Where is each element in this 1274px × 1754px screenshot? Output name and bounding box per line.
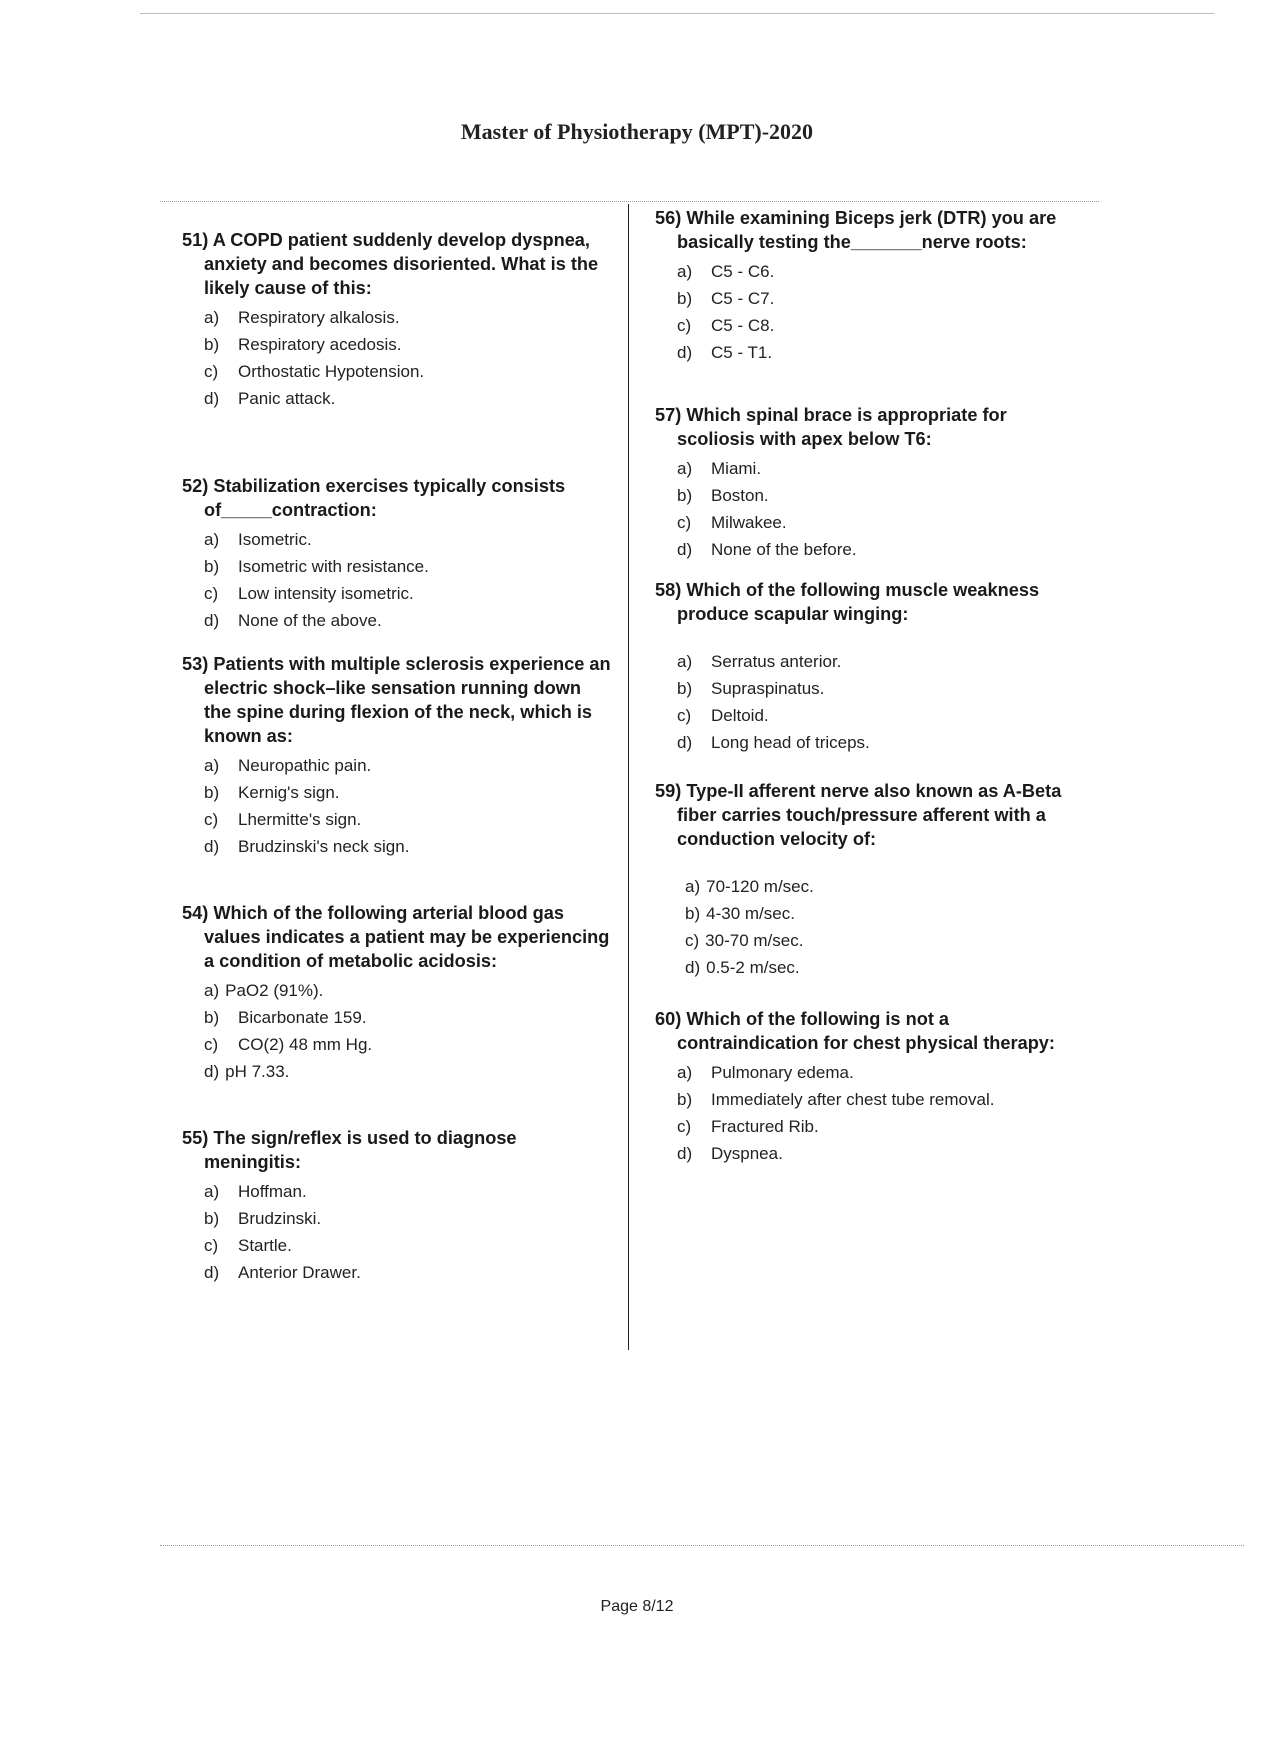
option-c: c) Deltoid. [677, 706, 769, 725]
scan-edge-line [140, 13, 1214, 14]
footer-rule [160, 1545, 1244, 1546]
question-53 [182, 652, 612, 860]
option-c: c) CO(2) 48 mm Hg. [204, 1035, 373, 1054]
options-list [204, 752, 612, 860]
option-c: c) 30-70 m/sec. [685, 931, 804, 950]
question-54 [182, 901, 612, 1085]
option-d: d) Panic attack. [204, 389, 336, 408]
options-list [677, 1059, 1085, 1167]
question-text: Which of the following is not a contraindication for chest physical therapy: [677, 1009, 1055, 1053]
option-a: a) C5 - C6. [677, 262, 775, 281]
question-number: 54) [182, 903, 209, 923]
question-number: 52) [182, 476, 209, 496]
question-text: Which spinal brace is appropriate for scoliosis with apex below T6: [677, 405, 1007, 449]
question-text: Patients with multiple sclerosis experience an electric shock–like sensation running down the spine during flexion of the neck, which is known as: [204, 654, 611, 746]
question-59 [655, 779, 1085, 981]
option-b: b) C5 - C7. [677, 289, 775, 308]
question-text: Type-II afferent nerve also known as A-Beta fiber carries touch/pressure afferent with a conduction velocity of: [677, 781, 1062, 849]
options-list [677, 258, 1085, 366]
question-text: A COPD patient suddenly develop dyspnea, anxiety and becomes disoriented. What is the likely cause of this: [204, 230, 599, 298]
options-list [677, 455, 1085, 563]
option-d: d) Brudzinski's neck sign. [204, 837, 410, 856]
option-b: b) Immediately after chest tube removal. [677, 1090, 995, 1109]
question-text: Stabilization exercises typically consists of_____contraction: [204, 476, 566, 520]
option-a: a) PaO2 (91%). [204, 981, 324, 1000]
option-c: c) Lhermitte's sign. [204, 810, 362, 829]
option-b: b) Respiratory acedosis. [204, 335, 402, 354]
question-number: 56) [655, 208, 682, 228]
option-b: b) 4-30 m/sec. [685, 904, 795, 923]
question-55 [182, 1126, 612, 1286]
option-b: b) Isometric with resistance. [204, 557, 429, 576]
option-d: d) Anterior Drawer. [204, 1263, 361, 1282]
option-b: b) Boston. [677, 486, 769, 505]
column-divider [628, 204, 629, 1350]
option-d: d) None of the before. [677, 540, 857, 559]
options-list [685, 873, 1085, 981]
option-b: b) Kernig's sign. [204, 783, 340, 802]
question-text: While examining Biceps jerk (DTR) you are basically testing the_______nerve roots: [677, 208, 1057, 252]
header-rule [160, 201, 1099, 202]
question-text: Which of the following arterial blood gas values indicates a patient may be experiencing a condition of metabolic acidosis: [204, 903, 610, 971]
question-60 [655, 1007, 1085, 1167]
option-a: a) Miami. [677, 459, 762, 478]
option-c: c) Fractured Rib. [677, 1117, 819, 1136]
option-d: d) None of the above. [204, 611, 382, 630]
question-51 [182, 228, 612, 412]
question-text: Which of the following muscle weakness produce scapular winging: [677, 580, 1040, 624]
question-number: 59) [655, 781, 682, 801]
question-number: 53) [182, 654, 209, 674]
options-list [204, 526, 612, 634]
option-a: a) Neuropathic pain. [204, 756, 372, 775]
question-number: 57) [655, 405, 682, 425]
options-list [204, 1178, 612, 1286]
question-text: The sign/reflex is used to diagnose meningitis: [204, 1128, 517, 1172]
option-d: d) Long head of triceps. [677, 733, 870, 752]
question-number: 60) [655, 1009, 682, 1029]
option-a: a) Serratus anterior. [677, 652, 842, 671]
option-b: b) Brudzinski. [204, 1209, 322, 1228]
option-c: c) Orthostatic Hypotension. [204, 362, 425, 381]
option-a: a) 70-120 m/sec. [685, 877, 814, 896]
option-b: b) Supraspinatus. [677, 679, 825, 698]
option-d: d) Dyspnea. [677, 1144, 783, 1163]
options-list [677, 648, 1085, 756]
option-c: c) Milwakee. [677, 513, 787, 532]
question-number: 55) [182, 1128, 209, 1148]
option-a: a) Isometric. [204, 530, 312, 549]
question-52 [182, 474, 612, 634]
option-c: c) Low intensity isometric. [204, 584, 414, 603]
option-d: d) pH 7.33. [204, 1062, 290, 1081]
options-list [204, 977, 612, 1085]
option-a: a) Hoffman. [204, 1182, 307, 1201]
option-b: b) Bicarbonate 159. [204, 1008, 367, 1027]
question-number: 51) [182, 230, 209, 250]
option-a: a) Respiratory alkalosis. [204, 308, 400, 327]
question-57 [655, 403, 1085, 563]
option-a: a) Pulmonary edema. [677, 1063, 854, 1082]
question-56 [655, 206, 1085, 366]
option-d: d) C5 - T1. [677, 343, 773, 362]
page-number: Page 8/12 [600, 1598, 674, 1615]
option-d: d) 0.5-2 m/sec. [685, 958, 800, 977]
options-list [204, 304, 612, 412]
question-58 [655, 578, 1085, 756]
option-c: c) C5 - C8. [677, 316, 775, 335]
page-title: Master of Physiotherapy (MPT)-2020 [460, 118, 814, 144]
question-number: 58) [655, 580, 682, 600]
option-c: c) Startle. [204, 1236, 292, 1255]
